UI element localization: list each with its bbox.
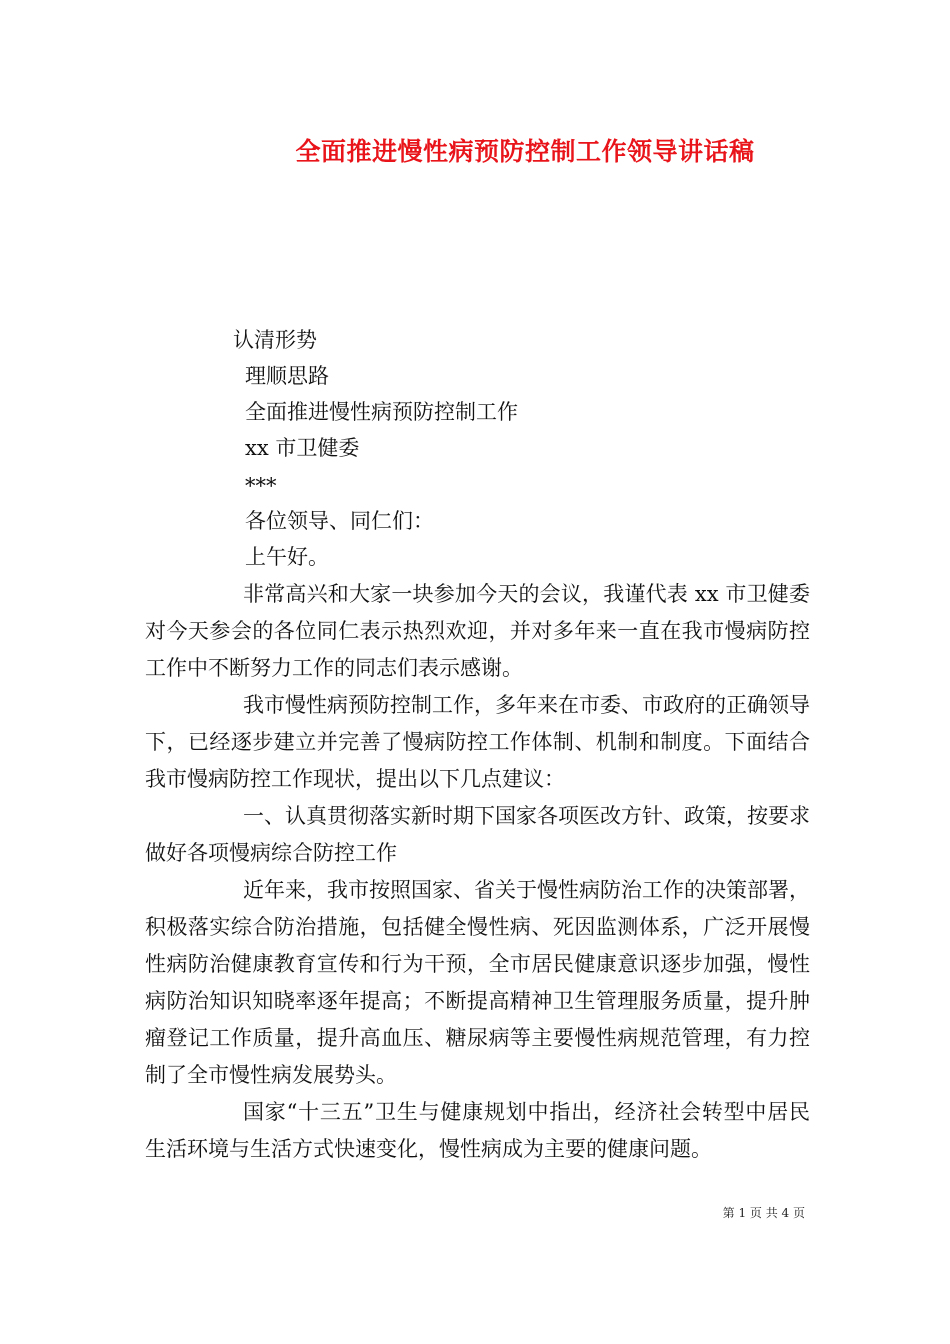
paragraph-overview: 我市慢性病预防控制工作，多年来在市委、市政府的正确领导下，已经逐步建立并完善了慢病防控工作体制、机制和制度。下面结合我市慢病防控工作现状，提出以下几点建议： — [145, 693, 810, 791]
document-title — [0, 132, 950, 168]
header-line-greeting: 上午好。 — [245, 545, 329, 569]
paragraph-section-one-heading: 一、认真贯彻落实新时期下国家各项医改方针、政策，按要求做好各项慢病综合防控工作 — [145, 804, 810, 865]
header-line-ideas: 理顺思路 — [245, 364, 329, 388]
page-footer: 第 1 页 共 4 页 — [722, 1206, 805, 1220]
header-line-situation: 认清形势 — [233, 328, 317, 352]
header-line-speaker: *** — [245, 474, 277, 498]
paragraph-recent-years: 近年来，我市按照国家、省关于慢性病防治工作的决策部署，积极落实综合防治措施，包括健全慢性病、死因监测体系，广泛开展慢性病防治健康教育宣传和行为干预，全市居民健康意识逐步加强，慢性病防治知识知晓率逐年提高；不断提高精神卫生管理服务质量，提升肿瘤登记工作质量，提升高血压、糖尿病等主要慢性病规范管理，有力控制了全市慢性病发展势头。 — [145, 878, 810, 1087]
paragraph-welcome: 非常高兴和大家一块参加今天的会议，我谨代表 xx 市卫健委对今天参会的各位同仁表示热烈欢迎，并对多年来一直在我市慢病防控工作中不断努力工作的同志们表示感谢。 — [145, 582, 810, 680]
header-line-organization: xx 市卫健委 — [245, 436, 360, 460]
body-text — [145, 576, 810, 1168]
header-line-salutation: 各位领导、同仁们： — [245, 509, 434, 533]
document-title-text: 全面推进慢性病预防控制工作领导讲话稿 — [295, 137, 755, 166]
paragraph-national-plan: 国家“十三五”卫生与健康规划中指出，经济社会转型中居民生活环境与生活方式快速变化，慢性病成为主要的健康问题。 — [145, 1100, 810, 1161]
header-line-topic: 全面推进慢性病预防控制工作 — [245, 400, 518, 424]
